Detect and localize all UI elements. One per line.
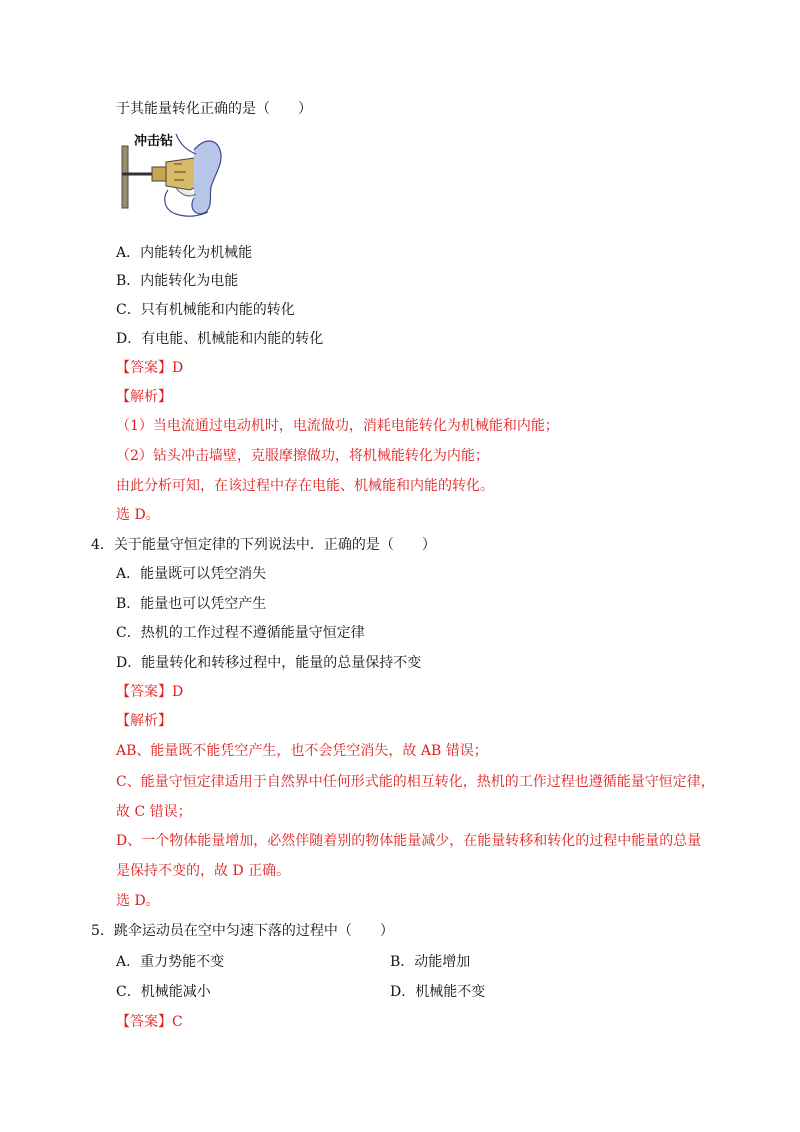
q4-stem: 4．关于能量守恒定律的下列说法中．正确的是（ ） [91, 537, 436, 553]
q3-analysis-line: 由此分析可知，在该过程中存在电能、机械能和内能的转化。 [116, 478, 494, 494]
q3-analysis-title: 【解析】 [116, 389, 172, 405]
q4-option-c: C．热机的工作过程不遵循能量守恒定律 [116, 625, 365, 641]
q5-option-d: D．机械能不变 [390, 984, 486, 1000]
q4-analysis-title: 【解析】 [116, 713, 172, 729]
q3-option-d: D．有电能、机械能和内能的转化 [116, 331, 324, 347]
impact-drill-figure [116, 128, 228, 222]
q5-option-a: A．重力势能不变 [116, 954, 225, 970]
q3-answer: 【答案】D [116, 360, 184, 376]
q4-option-d: D．能量转化和转移过程中，能量的总量保持不变 [116, 655, 422, 671]
q3-analysis-line: （2）钻头冲击墙壁，克服摩擦做功，将机械能转化为内能； [116, 448, 489, 464]
q3-analysis-line: （1）当电流通过电动机时，电流做功，消耗电能转化为机械能和内能； [116, 418, 559, 434]
q5-answer: 【答案】C [116, 1014, 183, 1030]
q4-analysis-line: C、能量守恒定律适用于自然界中任何形式能的相互转化，热机的工作过程也遵循能量守恒定律， [116, 774, 715, 790]
q3-option-c: C．只有机械能和内能的转化 [116, 302, 295, 318]
q4-analysis-line: 选 D。 [116, 893, 160, 909]
q4-option-a: A．能量既可以凭空消失 [116, 566, 267, 582]
q4-option-b: B．能量也可以凭空产生 [116, 596, 267, 612]
q3-option-b: B．内能转化为电能 [116, 273, 239, 289]
q5-option-b: B．动能增加 [390, 954, 471, 970]
q3-option-a: A．内能转化为机械能 [116, 245, 253, 261]
q4-analysis-line: 故 C 错误； [116, 804, 192, 820]
q4-analysis-line: 是保持不变的，故 D 正确。 [116, 863, 291, 879]
q5-option-c: C．机械能减小 [116, 984, 211, 1000]
figure-label: 冲击钻 [134, 134, 174, 149]
q3-stem-tail: 于其能量转化正确的是（ ） [116, 101, 312, 117]
q4-answer: 【答案】D [116, 684, 184, 700]
q4-analysis-line: D、一个物体能量增加，必然伴随着别的物体能量减少，在能量转移和转化的过程中能量的总量 [116, 833, 702, 849]
q3-analysis-line: 选 D。 [116, 507, 160, 523]
q5-stem: 5．跳伞运动员在空中匀速下落的过程中（ ） [91, 923, 394, 939]
q4-analysis-line: AB、能量既不能凭空产生，也不会凭空消失，故 AB 错误； [116, 743, 488, 759]
